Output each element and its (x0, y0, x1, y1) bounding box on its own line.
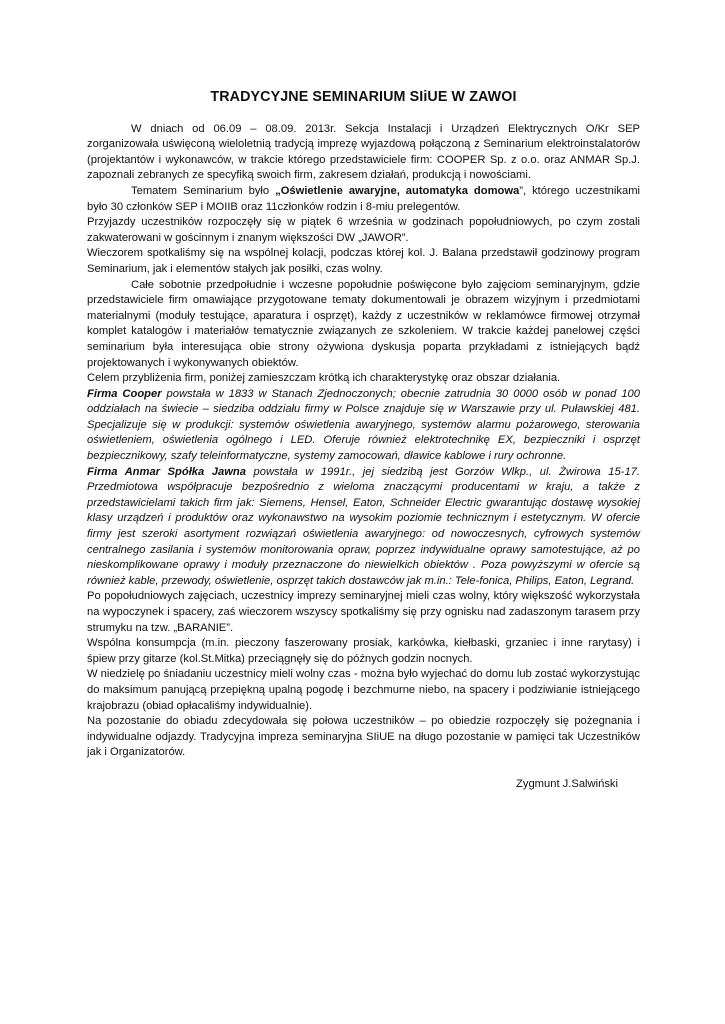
company-anmar-name: Firma Anmar Spółka Jawna (87, 465, 246, 478)
paragraph-saturday: Całe sobotnie przedpołudnie i wczesne popołudnie poświęcone było zajęciom seminaryjnym, gdzie przedstawiciele firm omawiające przygotowane tematy dokumentowali je obrazem wizyjnym i przedmiotami materialnymi (moduły testujące, aparatura i osprzęt), każdy z uczestników w reklamówce firmowej otrzymał komplet katalogów i materiałów tematycznie związanych ze szkoleniem. W trakcie każdej panelowej części seminarium była interesująca obie strony ożywiona dyskusja poparta przykładami z istniejących bądź projektowanych i wykonywanych obiektów. (87, 278, 640, 369)
paragraph-afternoon: Po popołudniowych zajęciach, uczestnicy imprezy seminaryjnej mieli czas wolny, który większość wykorzystała na wypoczynek i spacery, zaś wieczorem wszyscy spotkaliśmy się przy ognisku nad zadaszonym tarasem przy strumyku na tzw. „BARANIE”. (87, 590, 640, 634)
company-cooper-name: Firma Cooper (87, 387, 162, 400)
paragraph-feast: Wspólna konsumpcja (m.in. pieczony faszerowany prosiak, karkówka, kiełbaski, grzaniec i inne rarytasy) i śpiew przy gitarze (kol.St.Mitka) przeciągnęły się do późnych godzin nocnych. (87, 637, 640, 665)
topic-lead-text: Tematem Seminarium było (131, 184, 276, 197)
topic-tail-text: ”, którego uczestnikami było 30 członków SEP i MOIIB oraz 11członków rodzin i 8-miu prelegentów. (87, 184, 641, 213)
company-anmar-text: powstała w 1991r., jej siedzibą jest Gorzów Wlkp., ul. Żwirowa 15-17. Przedmiotowa współpracuje bezpośrednio z wieloma znaczącymi producentami w kraju, a także z przedstawicielami takich firm jak: Siemens, Hensel, Eaton, Schneider Electric gwarantując dostawę wysokiej klasy urządzeń i produktów oraz wykonawstwo na wysokim poziomie technicznym i estetycznym. W ofercie firmy jest szeroki asortyment rozwiązań oświetlenia awaryjnego: od nowoczesnych, cyfrowych systemów centralnego zasilania i systemów monitorowania opraw, poprzez indywidualne oprawy samotestujące, aż po nieskomplikowane oprawy i moduły przeznaczone do niewielkich obiektów . Poza powyższymi w ofercie są również kable, przewody, oświetlenie, osprzęt takich dostawców jak m.in.: Tele-fonica, Philips, Eaton, Legrand. (87, 465, 640, 587)
document-title: TRADYCYJNE SEMINARIUM SIiUE W ZAWOI (210, 89, 517, 105)
document-page (87, 90, 640, 793)
signature: Zygmunt J.Salwiński (516, 777, 618, 790)
paragraph-anmar (87, 465, 640, 590)
paragraph-topic (87, 184, 640, 215)
paragraph-intro: W dniach od 06.09 – 08.09. 2013r. Sekcja Instalacji i Urządzeń Elektrycznych O/Kr SEP zorganizowała uświęconą wieloletnią tradycją imprezę wyjazdową połączoną z Seminarium elektroinstalatorów (projektantów i wykonawców, w trakcie którego przedstawiciele firm: COOPER Sp. z o.o. oraz ANMAR Sp.J. zapoznali zebranych ze specyfiką swoich firm, zakresem działań, produkcją i nowościami. (87, 122, 640, 182)
paragraph-closing: Na pozostanie do obiadu zdecydowała się połowa uczestników – po obiedzie rozpoczęły się pożegnania i indywidualne odjazdy. Tradycyjna impreza seminaryjna SIiUE na długo pozostanie w pamięci tak Uczestników jak i Organizatorów. (87, 715, 640, 759)
paragraph-evening: Wieczorem spotkaliśmy się na wspólnej kolacji, podczas której kol. J. Balana przedstawił godzinowy program Seminarium, jak i elementów stałych jak posiłki, czas wolny. (87, 247, 640, 275)
company-cooper-text: powstała w 1833 w Stanach Zjednoczonych; obecnie zatrudnia 30 0000 osób w ponad 100 oddziałach na świecie – siedziba oddziału firmy w Polsce znajduje się w Warszawie przy ul. Puławskiej 481. Specjalizuje się w produkcji: systemów oświetlenia awaryjnego, systemów alarmu pożarowego, sterowania oświetleniem, oświetlenia ogólnego i LED. Oferuje również elektrotechnikę EX, bezpieczniki i osprzęt bezpiecznikowy, szafy teleinformatyczne, systemy zamocowań, dławice kablowe i rury ochronne. (87, 387, 640, 463)
paragraph-cooper (87, 387, 640, 465)
paragraph-arrival: Przyjazdy uczestników rozpoczęły się w piątek 6 września w godzinach popołudniowych, po czym zostali zakwaterowani w gościnnym i znanym większości DW „JAWOR”. (87, 216, 640, 244)
paragraph-companies-intro: Celem przybliżenia firm, poniżej zamieszczam krótką ich charakterystykę oraz obszar działania. (87, 372, 561, 385)
seminar-topic: „Oświetlenie awaryjne, automatyka domowa (275, 184, 520, 197)
paragraph-sunday: W niedzielę po śniadaniu uczestnicy mieli wolny czas - można było wyjechać do domu lub zostać wykorzystując do maksimum panującą przepiękną upalną pogodę i bezchmurne niebo, na spacery i podziwianie istniejącego krajobrazu (obiad opłacaliśmy indywidualnie). (87, 668, 640, 712)
